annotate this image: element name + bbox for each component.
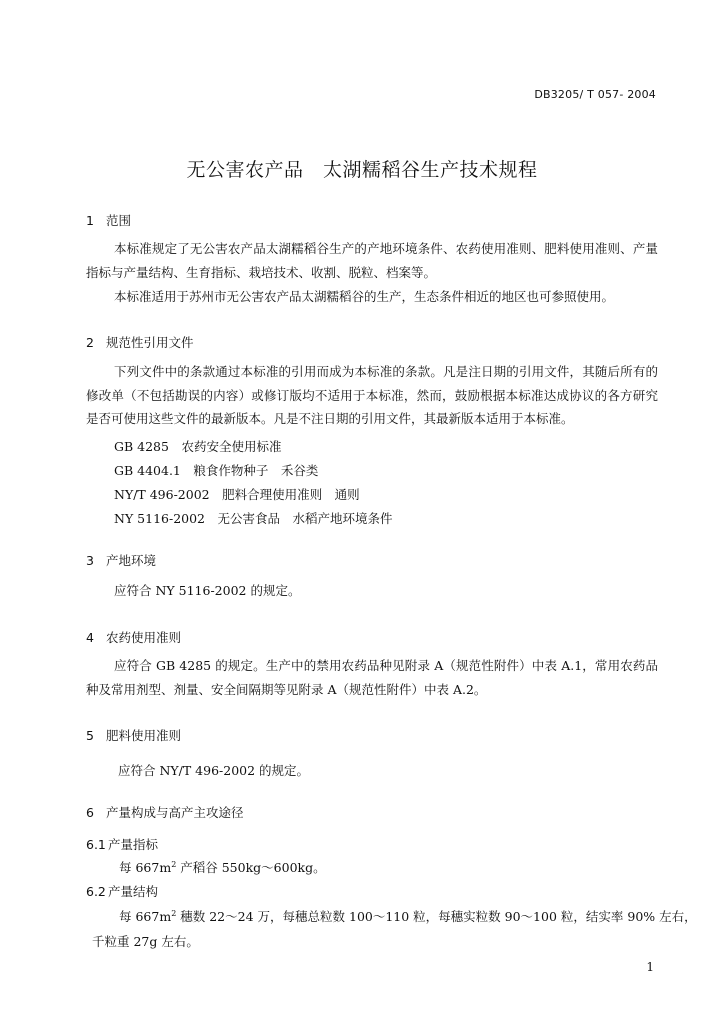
document-title: 无公害农产品 太湖糯稻谷生产技术规程 xyxy=(186,159,538,181)
section-title: 产地环境 xyxy=(106,553,157,568)
section-6-heading xyxy=(86,803,244,821)
subsection-number: 6.1 xyxy=(86,837,106,852)
section-title: 农药使用准则 xyxy=(106,630,182,645)
section-4-paragraph-1: 应符合 GB 4285 的规定。生产中的禁用农药品种见附录 A（规范性附件）中表 A.1，常用农药品种及常用剂型、剂量、安全间隔期等见附录 A（规范性附件）中表 A.2。 xyxy=(86,658,658,697)
section-1-paragraph-1: 本标准规定了无公害农产品太湖糯稻谷生产的产地环境条件、农药使用准则、肥料使用准则、产量指标与产量结构、生育指标、栽培技术、收割、脱粒、档案等。 xyxy=(86,241,658,280)
reference-item: GB 4285 农药安全使用标准 xyxy=(114,439,282,454)
section-3-paragraph-1: 应符合 NY 5116-2002 的规定。 xyxy=(114,583,301,598)
section-5-paragraph-1: 应符合 NY/T 496-2002 的规定。 xyxy=(118,763,310,778)
text-segment: 穗数 22～24 万，每穗总粒数 100～110 粒，每穗实粒数 90～100 粒，结实率 90% 左右， xyxy=(176,909,697,924)
standard-code: DB3205/ T 057- 2004 xyxy=(534,88,656,101)
reference-item: GB 4404.1 粮食作物种子 禾谷类 xyxy=(114,463,319,478)
yield-target-text xyxy=(119,858,326,876)
reference-item: NY 5116-2002 无公害食品 水稻产地环境条件 xyxy=(114,511,393,526)
section-6-1-heading xyxy=(86,835,158,853)
section-2-paragraph-1: 下列文件中的条款通过本标准的引用而成为本标准的条款。凡是注日期的引用文件，其随后所有的修改单（不包括勘误的内容）或修订版均不适用于本标准，然而，鼓励根据本标准达成协议的各方研究是否可使用这些文件的最新版本。凡是不注日期的引用文件，其最新版本适用于本标准。 xyxy=(86,364,658,426)
superscript: 2 xyxy=(171,859,177,869)
text-segment: 每 667m xyxy=(119,909,172,924)
reference-item: NY/T 496-2002 肥料合理使用准则 通则 xyxy=(114,487,360,502)
yield-structure-text-line-2: 千粒重 27g 左右。 xyxy=(92,934,199,949)
text-segment: 产稻谷 550kg～600kg。 xyxy=(176,860,326,875)
section-1-paragraph-2: 本标准适用于苏州市无公害农产品太湖糯稻谷的生产，生态条件相近的地区也可参照使用。 xyxy=(114,289,615,304)
section-number: 2 xyxy=(86,335,94,350)
section-title: 范围 xyxy=(106,213,132,228)
section-title: 肥料使用准则 xyxy=(106,728,182,743)
section-title: 规范性引用文件 xyxy=(106,335,194,350)
section-1-heading xyxy=(86,211,131,229)
section-number: 6 xyxy=(86,805,94,820)
section-title: 产量构成与高产主攻途径 xyxy=(106,805,244,820)
section-number: 3 xyxy=(86,553,94,568)
subsection-number: 6.2 xyxy=(86,884,106,899)
section-5-heading xyxy=(86,726,181,744)
superscript: 2 xyxy=(171,908,177,918)
yield-structure-text xyxy=(119,907,697,925)
section-4-heading xyxy=(86,628,181,646)
subsection-title: 产量结构 xyxy=(108,884,159,899)
section-6-2-heading xyxy=(86,882,158,900)
section-number: 1 xyxy=(86,213,94,228)
subsection-title: 产量指标 xyxy=(108,837,159,852)
section-number: 5 xyxy=(86,728,94,743)
text-segment: 每 667m xyxy=(119,860,172,875)
section-3-heading xyxy=(86,551,156,569)
section-2-heading xyxy=(86,333,194,351)
section-number: 4 xyxy=(86,630,94,645)
page-number: 1 xyxy=(646,960,654,974)
